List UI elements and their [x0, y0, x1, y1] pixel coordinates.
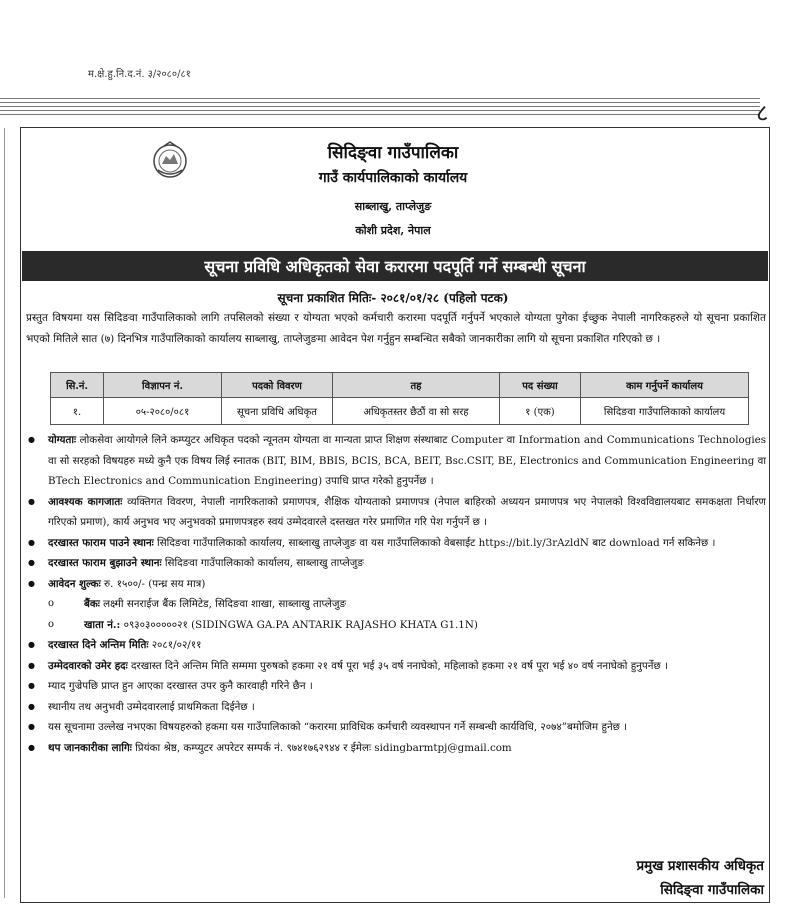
org-name: सिदिङ्वा गाउँपालिका: [327, 143, 459, 163]
item-text: यस सूचनामा उल्लेख नभएका विषयहरुको हकमा यस गाउँपालिकाको “करारमा प्राविधिक कर्मचारी व्यवस्थापन गर्ने सम्बन्धी कार्यविधि, २०७४”बमोजिम हुनेछ ।: [48, 721, 628, 733]
list-item: [26, 430, 766, 492]
item-label: योग्यताः: [48, 434, 77, 446]
published-date: सूचना प्रकाशित मितिः- २०८१/०१/२८ (पहिलो पटक): [277, 291, 509, 305]
signatory-title: प्रमुख प्रशासकीय अधिकृत: [636, 858, 764, 874]
list-item: [26, 738, 766, 759]
page-number: ८: [756, 99, 769, 127]
column-header: काम गर्नुपर्ने कार्यालय: [581, 373, 749, 398]
list-item: [26, 697, 766, 718]
item-text: सिदिङवा गाउँपालिकाको कार्यालय, साब्लाखु ताप्लेजुङ वा यस गाउँपालिकाको वेबसाईट https://bit.ly/3rAzldN बाट download गर्न सकिनेछ ।: [157, 536, 716, 549]
intro-paragraph: प्रस्तुत विषयमा यस सिदिङवा गाउँपालिकाको लागि तपसिलको संख्या र योग्यता भएको कर्मचारी करारमा पदपूर्ति गर्नुपर्ने भएकाले योग्यता पुगेका ईच्छुक नेपाली नागरिकहरुले यो सूचना प्रकाशित भएको मितिले सात (७) दिनभित्र गाउँपालिकाको कार्यालय साब्लाखु, ताप्लेजुङमा आवेदन पेश गर्नुहुन सम्बन्धित सबैको जानकारीका लागि यो सूचना प्रकाशित गरिएको छ ।: [26, 312, 766, 345]
column-header: विज्ञापन नं.: [104, 373, 222, 398]
item-label: दरखास्त फाराम बुझाउने स्थानः: [48, 557, 162, 569]
list-item: [26, 533, 766, 554]
notice-title: सूचना प्रविधि अधिकृतको सेवा करारमा पदपूर्ति गर्ने सम्बन्धी सूचना: [22, 251, 768, 281]
column-divider: [4, 128, 5, 898]
office-name: गाउँ कार्यपालिकाको कार्यालय: [318, 170, 468, 186]
list-item: [26, 635, 766, 656]
column-header: सि.नं.: [51, 373, 104, 398]
item-text: ०९३०३०००००२१ (SIDINGWA GA.PA ANTARIK RAJASHO KHATA G1.1N): [123, 618, 478, 631]
item-label: आवेदन शुल्कः: [48, 577, 101, 590]
item-text: म्याद गुज्रेपछि प्राप्त हुन आएका दरखास्त उपर कुनै कारवाही गरिने छैन ।: [48, 680, 313, 692]
sub-list-item: [26, 594, 766, 615]
vacancy-table: [50, 372, 749, 425]
item-text: सिदिङवा गाउँपालिकाको कार्यालय, साब्लाखु ताप्लेजुङ: [164, 557, 364, 569]
table-cell: १ (एक): [500, 398, 581, 425]
item-text: लोकसेवा आयोगले लिने कम्प्युटर अधिकृत पदको न्यूनतम योग्यता वा मान्यता प्राप्त शिक्षण संस्थाबाट Computer वा Information and Communications Technologies वा सो सरहको विषयहरु मध्ये कुनै एक विषय लिई स्नातक (BIT, BIM, BBIS, BCIS, BCA, BEIT, Bsc.CSIT, BE, Electronics and Communication Engineering वा BTech Electronics and Communication Engineering) उपाधि प्राप्त गरेको हुनुपर्नेछ ।: [48, 434, 767, 487]
column-header: पद संख्या: [500, 373, 581, 398]
item-text: स्थानीय तथ अनुभवी उम्मेदवारलाई प्राथमिकता दिईनेछ ।: [48, 700, 255, 713]
table-cell: सिदिङवा गाउँपालिकाको कार्यालय: [581, 398, 749, 425]
list-item: [26, 676, 766, 697]
header-rule: [0, 98, 760, 118]
requirements-list: [26, 430, 766, 758]
list-item: [26, 553, 766, 574]
sub-list-item: [26, 615, 766, 636]
table-cell: अधिकृतस्तर छैठौं वा सो सरह: [333, 398, 500, 425]
item-text: प्रियंका श्रेष्ठ, कम्प्युटर अपरेटर सम्पर्क नं. ९७४१७६२९४४ र ईमेलः sidingbarmtpj@gmail.com: [135, 741, 512, 754]
column-header: तह: [333, 373, 500, 398]
table-cell: सूचना प्रविधि अधिकृत: [222, 398, 333, 425]
item-label: खाता नं.:: [84, 618, 121, 631]
item-label: दरखास्त दिने अन्तिम मितिः: [48, 639, 149, 651]
province-name: कोशी प्रदेश, नेपाल: [355, 224, 431, 237]
list-item: [26, 492, 766, 533]
list-item: [26, 656, 766, 677]
office-address: साब्लाखु, ताप्लेजुङ: [354, 200, 432, 213]
item-label: बैंकः: [84, 598, 100, 610]
item-label: दरखास्त फाराम पाउने स्थानः: [48, 536, 154, 549]
item-label: आवश्यक कागजातः: [48, 495, 123, 508]
item-text: दरखास्त दिने अन्तिम मिति सम्ममा पुरुषको हकमा २१ वर्ष पूरा भई ३५ वर्ष ननाघेको, महिलाको हकमा २१ वर्ष पूरा भई ४० वर्ष ननाघेको हुनुपर्नेछ ।: [131, 659, 668, 672]
item-label: थप जानकारीका लागिः: [48, 741, 132, 754]
item-text: लक्ष्मी सनराईज बैंक लिमिटेड, सिदिङवा शाखा, साब्लाखु ताप्लेजुङ: [103, 598, 347, 610]
item-text: २०८१/०२/११: [151, 639, 202, 651]
item-label: उम्मेदवारको उमेर हदः: [48, 659, 128, 672]
list-item: [26, 717, 766, 738]
column-header: पदको विवरण: [222, 373, 333, 398]
table-row: [51, 398, 749, 425]
table-cell: ०५-२०८०/०८१: [104, 398, 222, 425]
table-cell: १.: [51, 398, 104, 425]
item-text: व्यक्तिगत विवरण, नेपाली नागरिकताको प्रमाणपत्र, शैक्षिक योग्यताको प्रमाणपत्र (नेपाल बाहिरको अध्ययन प्रमाणपत्र भए नेपालको विश्वविद्यालयबाट समकक्षता निर्धारण गरिएको प्रमाण), कार्य अनुभव भए अनुभवको प्रमाणपत्रहरु स्वयं उम्मेदवारले दस्तखत गरेर प्रमाणित गरि पेश गर्नुपर्ने छ ।: [48, 495, 767, 528]
reference-number: म.क्षे.हु.नि.द.नं. ३/२०८०/८१: [88, 69, 191, 80]
item-text: रु. १५००/- (पन्ध्र सय मात्र): [103, 577, 206, 590]
signatory-org: सिदिङ्वा गाउँपालिका: [660, 882, 764, 898]
table-header-row: [51, 373, 749, 398]
list-item: [26, 574, 766, 595]
